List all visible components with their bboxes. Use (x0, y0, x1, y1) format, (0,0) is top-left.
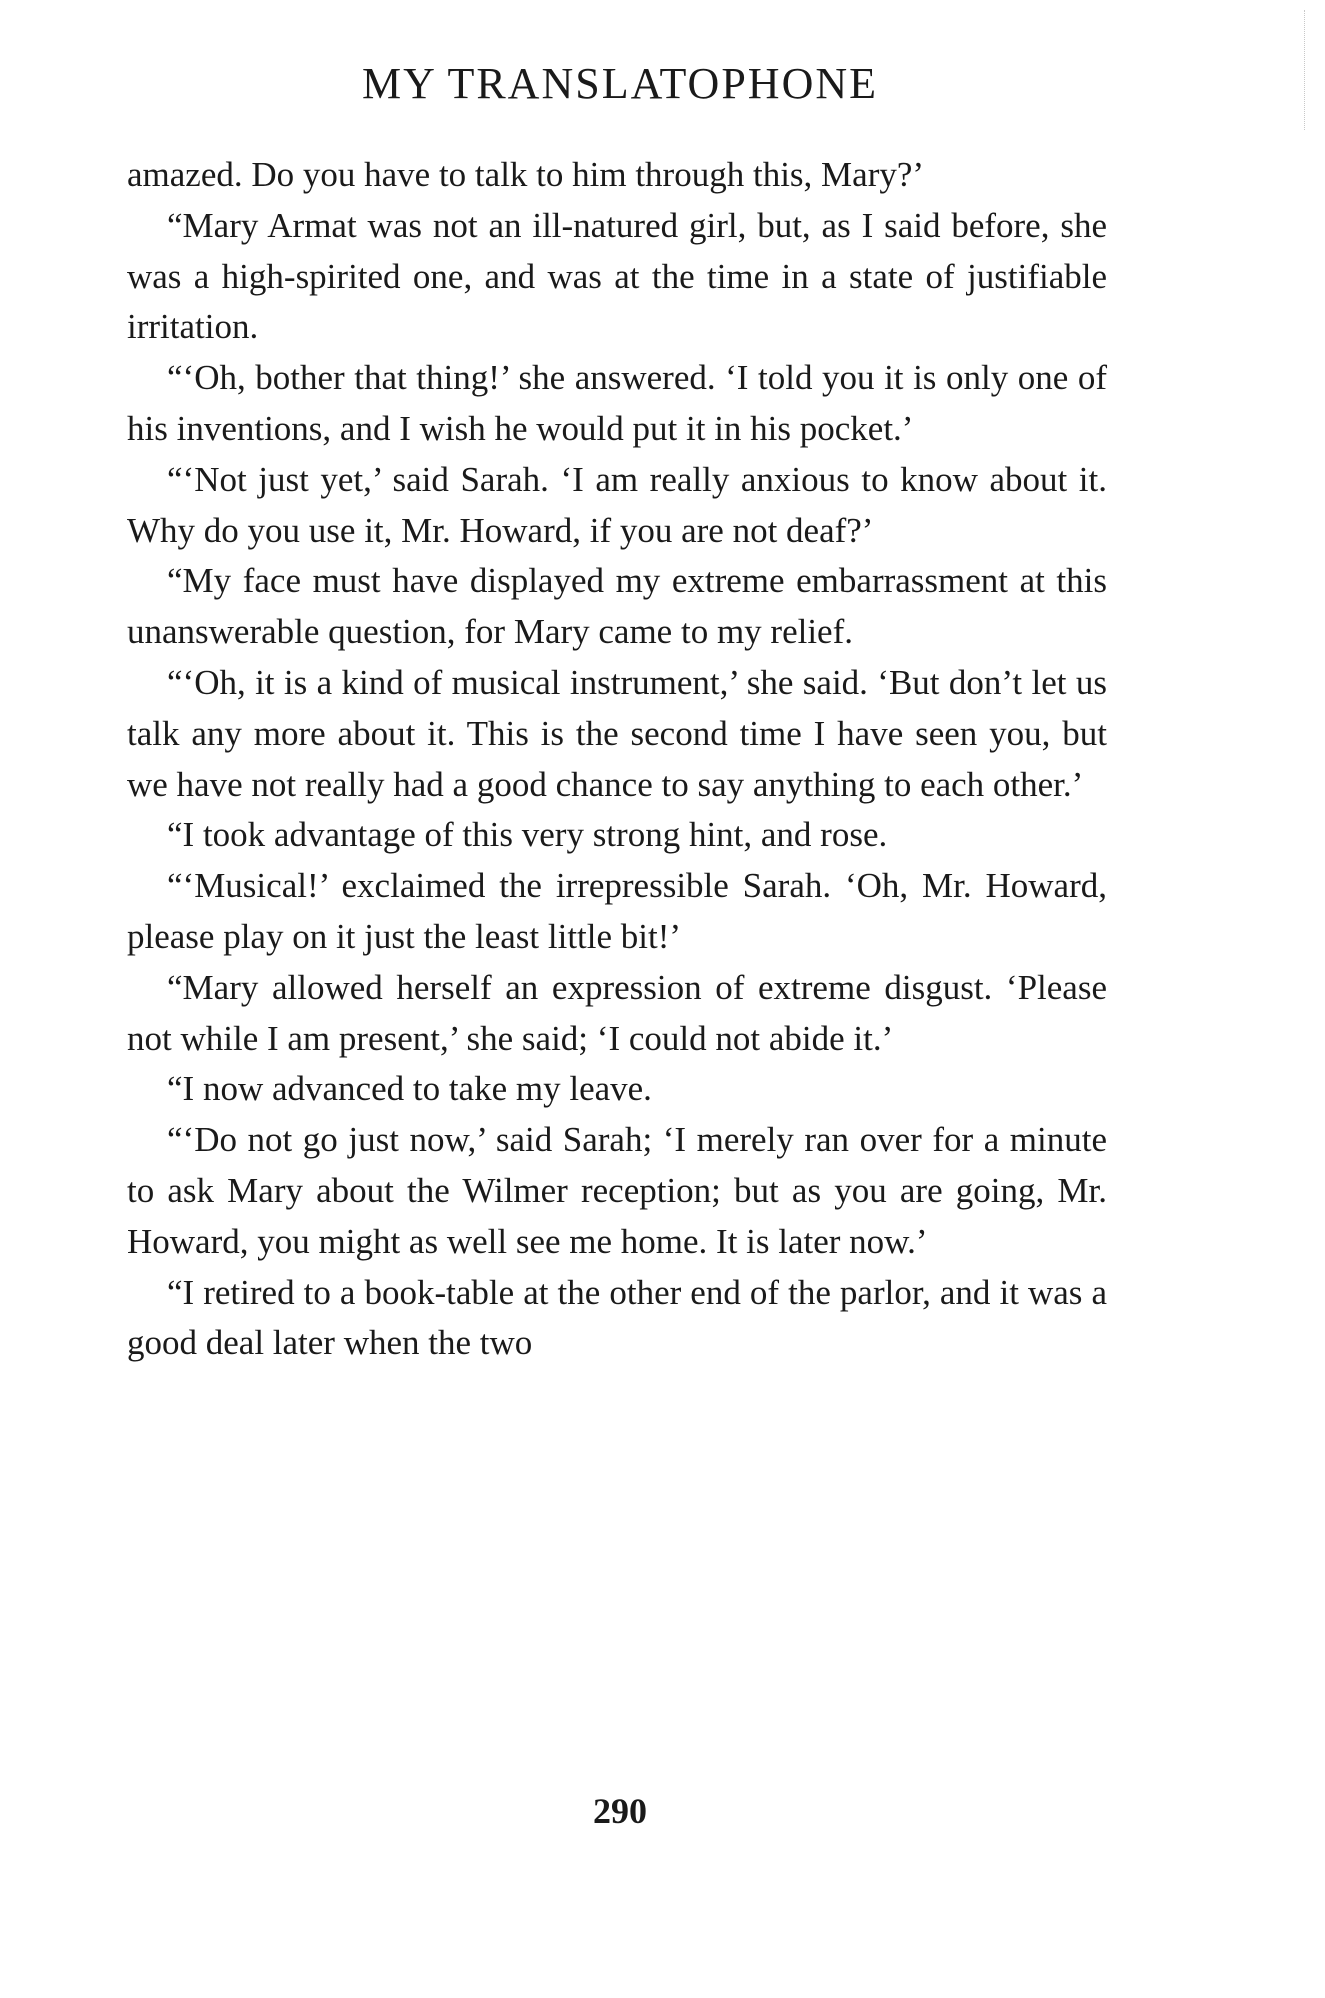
paragraph: “‘Do not go just now,’ said Sarah; ‘I merely ran over for a minute to ask Mary about the Wilmer reception; but as you are going, Mr. Howard, you might as well see me home. It is later now.’ (127, 1120, 1107, 1261)
body-text (127, 150, 1107, 1369)
paragraph: “Mary Armat was not an ill-natured girl, but, as I said before, she was a high-spirited one, and was at the time in a state of justifiable irritation. (127, 205, 1107, 347)
page-number: 290 (593, 1791, 647, 1831)
paragraph: “Mary allowed herself an expression of extreme disgust. ‘Please not while I am present,’ she said; ‘I could not abide it.’ (127, 967, 1107, 1058)
page-edge-mark (1304, 10, 1307, 130)
paragraph: “I now advanced to take my leave. (167, 1069, 652, 1109)
paragraph: “‘Not just yet,’ said Sarah. ‘I am really anxious to know about it. Why do you use it, Mr. Howard, if you are not deaf?’ (127, 459, 1107, 550)
paragraph: “I took advantage of this very strong hint, and rose. (167, 815, 888, 855)
paragraph: “My face must have displayed my extreme embarrassment at this unanswerable question, for Mary came to my relief. (127, 561, 1107, 652)
running-title: MY TRANSLATOPHONE (361, 59, 879, 108)
paragraph: amazed. Do you have to talk to him through this, Mary?’ (127, 155, 925, 194)
paragraph: “‘Musical!’ exclaimed the irrepressible Sarah. ‘Oh, Mr. Howard, please play on it just the least little bit!’ (127, 866, 1107, 956)
paragraph: “‘Oh, bother that thing!’ she answered. ‘I told you it is only one of his inventions, and I wish he would put it in his pocket.’ (127, 358, 1107, 448)
paragraph: “I retired to a book-table at the other end of the parlor, and it was a good deal later when the two (127, 1272, 1107, 1363)
paragraph: “‘Oh, it is a kind of musical instrument,’ she said. ‘But don’t let us talk any more about it. This is the second time I have seen you, but we have not really had a good chance to say anything to each other.’ (127, 662, 1107, 804)
